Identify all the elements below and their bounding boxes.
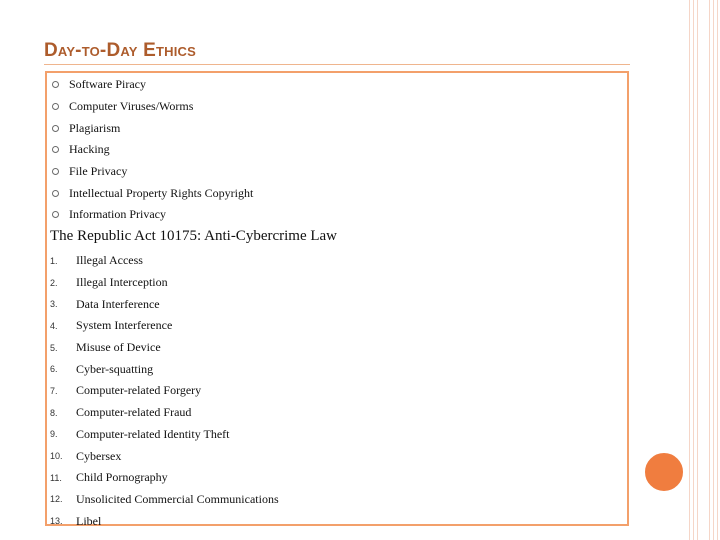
bullet-circle-icon <box>52 211 59 218</box>
item-text: Computer-related Identity Theft <box>76 426 230 441</box>
slide-title: Day-to-Day Ethics <box>44 40 196 61</box>
list-item <box>52 204 253 226</box>
numbered-item <box>50 467 279 489</box>
bullet-text: Software Piracy <box>69 77 146 92</box>
item-text: System Interference <box>76 318 173 333</box>
list-item <box>52 96 253 118</box>
numbered-item <box>50 293 279 315</box>
item-number: 3. <box>50 299 58 310</box>
item-text: Misuse of Device <box>76 340 161 355</box>
item-text: Illegal Access <box>76 253 143 268</box>
list-item <box>52 182 253 204</box>
item-text: Cybersex <box>76 448 122 463</box>
numbered-item <box>50 272 279 294</box>
numbered-item <box>50 380 279 402</box>
bullet-text: Intellectual Property Rights Copyright <box>69 185 254 200</box>
numbered-item <box>50 402 279 424</box>
numbered-item <box>50 315 279 337</box>
list-item <box>52 117 253 139</box>
bullet-text: Computer Viruses/Worms <box>69 99 194 114</box>
bullet-text: File Privacy <box>69 164 128 179</box>
bullet-circle-icon <box>52 125 59 132</box>
bullet-text: Information Privacy <box>69 207 166 222</box>
numbered-item <box>50 445 279 467</box>
numbered-item <box>50 337 279 359</box>
bullet-text: Hacking <box>69 142 110 157</box>
bullet-list <box>52 74 253 226</box>
item-text: Computer-related Forgery <box>76 383 202 398</box>
numbered-item <box>50 424 279 446</box>
decorative-circle <box>642 450 686 494</box>
bullet-circle-icon <box>52 81 59 88</box>
item-number: 8. <box>50 407 58 418</box>
item-text: Data Interference <box>76 296 160 311</box>
item-number: 2. <box>50 277 58 288</box>
item-number: 7. <box>50 385 58 396</box>
law-heading: The Republic Act 10175: Anti-Cybercrime Law <box>50 228 338 244</box>
numbered-item <box>50 489 279 511</box>
bullet-text: Plagiarism <box>69 120 121 135</box>
item-text: Child Pornography <box>76 470 168 485</box>
item-text: Computer-related Fraud <box>76 405 192 420</box>
item-number: 10. <box>50 451 63 462</box>
item-number: 1. <box>50 255 58 266</box>
bullet-circle-icon <box>52 190 59 197</box>
list-item <box>52 139 253 161</box>
bullet-circle-icon <box>52 103 59 110</box>
item-number: 12. <box>50 494 63 505</box>
numbered-item <box>50 250 279 272</box>
list-item <box>52 74 253 96</box>
item-number: 4. <box>50 320 58 331</box>
item-text: Cyber-squatting <box>76 361 154 376</box>
item-number: 11. <box>50 472 62 483</box>
numbered-item <box>50 510 279 532</box>
item-number: 5. <box>50 342 58 353</box>
item-number: 9. <box>50 429 58 440</box>
numbered-list <box>50 250 279 532</box>
title-underline <box>44 64 630 65</box>
item-text: Libel <box>76 513 102 528</box>
stripe-gap <box>700 0 706 540</box>
list-item <box>52 161 253 183</box>
numbered-item <box>50 358 279 380</box>
item-text: Unsolicited Commercial Communications <box>76 491 279 506</box>
bullet-circle-icon <box>52 168 59 175</box>
item-text: Illegal Interception <box>76 275 168 290</box>
item-number: 6. <box>50 364 58 375</box>
item-number: 13. <box>50 516 63 527</box>
bullet-circle-icon <box>52 146 59 153</box>
